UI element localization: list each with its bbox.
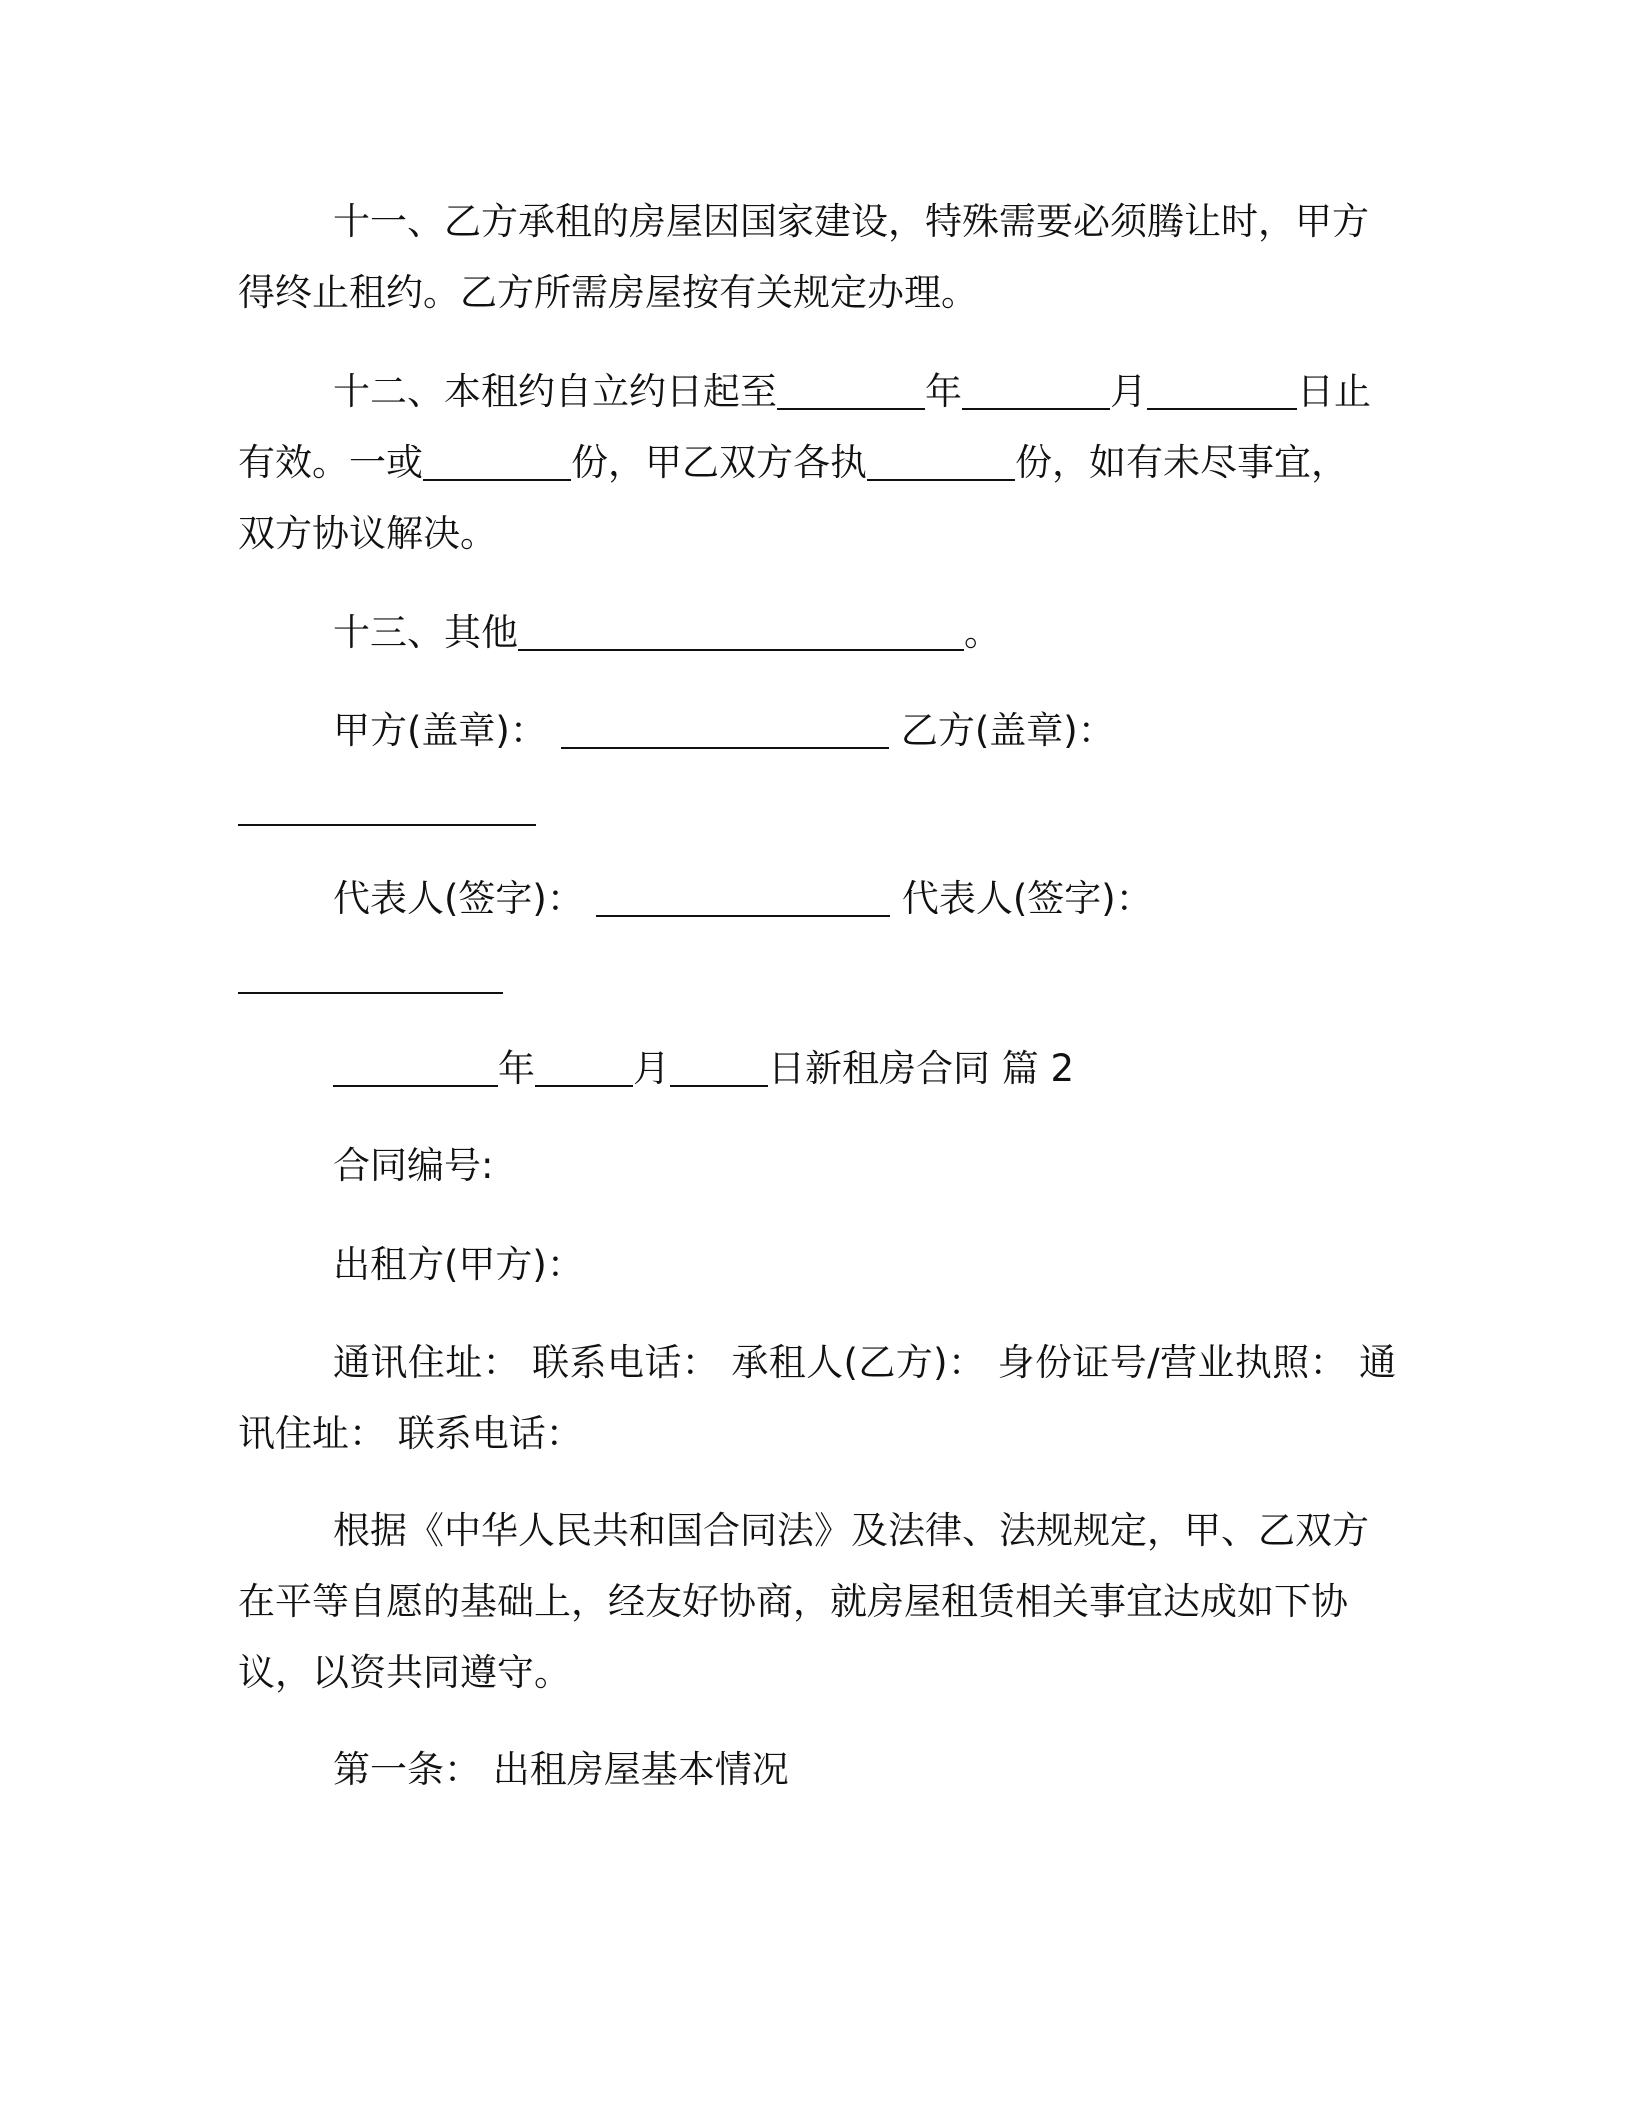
clause12-line3: 双方协议解决。 bbox=[238, 512, 497, 555]
party-b-seal-blank bbox=[238, 824, 536, 826]
article1-heading: 第一条： 出租房屋基本情况 bbox=[333, 1748, 789, 1791]
date-year-blank bbox=[333, 1049, 498, 1087]
date-line bbox=[333, 1045, 1074, 1093]
end-month-blank bbox=[962, 372, 1110, 410]
clause12-year-label: 年 bbox=[925, 370, 962, 413]
basis-line1: 根据《中华人民共和国合同法》及法律、法规规定，甲、乙双方 bbox=[333, 1509, 1369, 1552]
copies-each-blank bbox=[867, 443, 1015, 481]
clause11-line1: 十一、乙方承租的房屋因国家建设，特殊需要必须腾让时，甲方 bbox=[333, 200, 1369, 243]
rep-a-sign-blank bbox=[596, 879, 890, 917]
clause11-line2: 得终止租约。乙方所需房屋按有关规定办理。 bbox=[238, 271, 978, 314]
contract-number-label: 合同编号: bbox=[333, 1144, 494, 1187]
date-day-blank bbox=[670, 1049, 768, 1087]
party-a-seal-label: 甲方(盖章)： bbox=[333, 709, 547, 752]
basis-line3: 议，以资共同遵守。 bbox=[238, 1651, 571, 1694]
end-year-blank bbox=[777, 372, 925, 410]
clause12-line1 bbox=[333, 368, 1371, 416]
clause12-month-label: 月 bbox=[1110, 370, 1147, 413]
rep-a-label: 代表人(签字)： bbox=[333, 877, 584, 920]
clause13-line bbox=[333, 609, 1001, 657]
party-b-seal-label: 乙方(盖章)： bbox=[900, 709, 1115, 752]
basis-line2: 在平等自愿的基础上，经友好协商，就房屋租赁相关事宜达成如下协 bbox=[238, 1580, 1348, 1623]
clause12-line2 bbox=[238, 439, 1348, 487]
representative-line bbox=[333, 875, 1153, 923]
date-month-blank bbox=[535, 1049, 633, 1087]
clause12-each-label: 份，甲乙双方各执 bbox=[571, 441, 867, 484]
rep-b-sign-blank bbox=[238, 992, 503, 994]
rep-b-label: 代表人(签字)： bbox=[901, 877, 1153, 920]
date-year-label: 年 bbox=[498, 1047, 535, 1090]
seal-line bbox=[333, 707, 1115, 755]
party-a-seal-blank bbox=[561, 711, 889, 749]
clause13-end: 。 bbox=[964, 611, 1001, 654]
lessor-label: 出租方(甲方)： bbox=[333, 1243, 584, 1286]
date-tail-label: 日新租房合同 篇 2 bbox=[768, 1047, 1075, 1090]
other-terms-blank bbox=[518, 613, 964, 651]
clause13-label: 十三、其他 bbox=[333, 611, 518, 654]
contact-line2: 讯住址： 联系电话： bbox=[238, 1412, 583, 1455]
clause12-pending-label: 份，如有未尽事宜， bbox=[1015, 441, 1348, 484]
clause12-copies-label: 有效。一或 bbox=[238, 441, 423, 484]
copies-total-blank bbox=[423, 443, 571, 481]
clause12-day-label: 日止 bbox=[1297, 370, 1371, 413]
clause12-prefix: 十二、本租约自立约日起至 bbox=[333, 370, 777, 413]
date-month-label: 月 bbox=[633, 1047, 670, 1090]
contact-line1: 通讯住址： 联系电话： 承租人(乙方)： 身份证号/营业执照： 通 bbox=[333, 1341, 1397, 1384]
end-day-blank bbox=[1147, 372, 1297, 410]
